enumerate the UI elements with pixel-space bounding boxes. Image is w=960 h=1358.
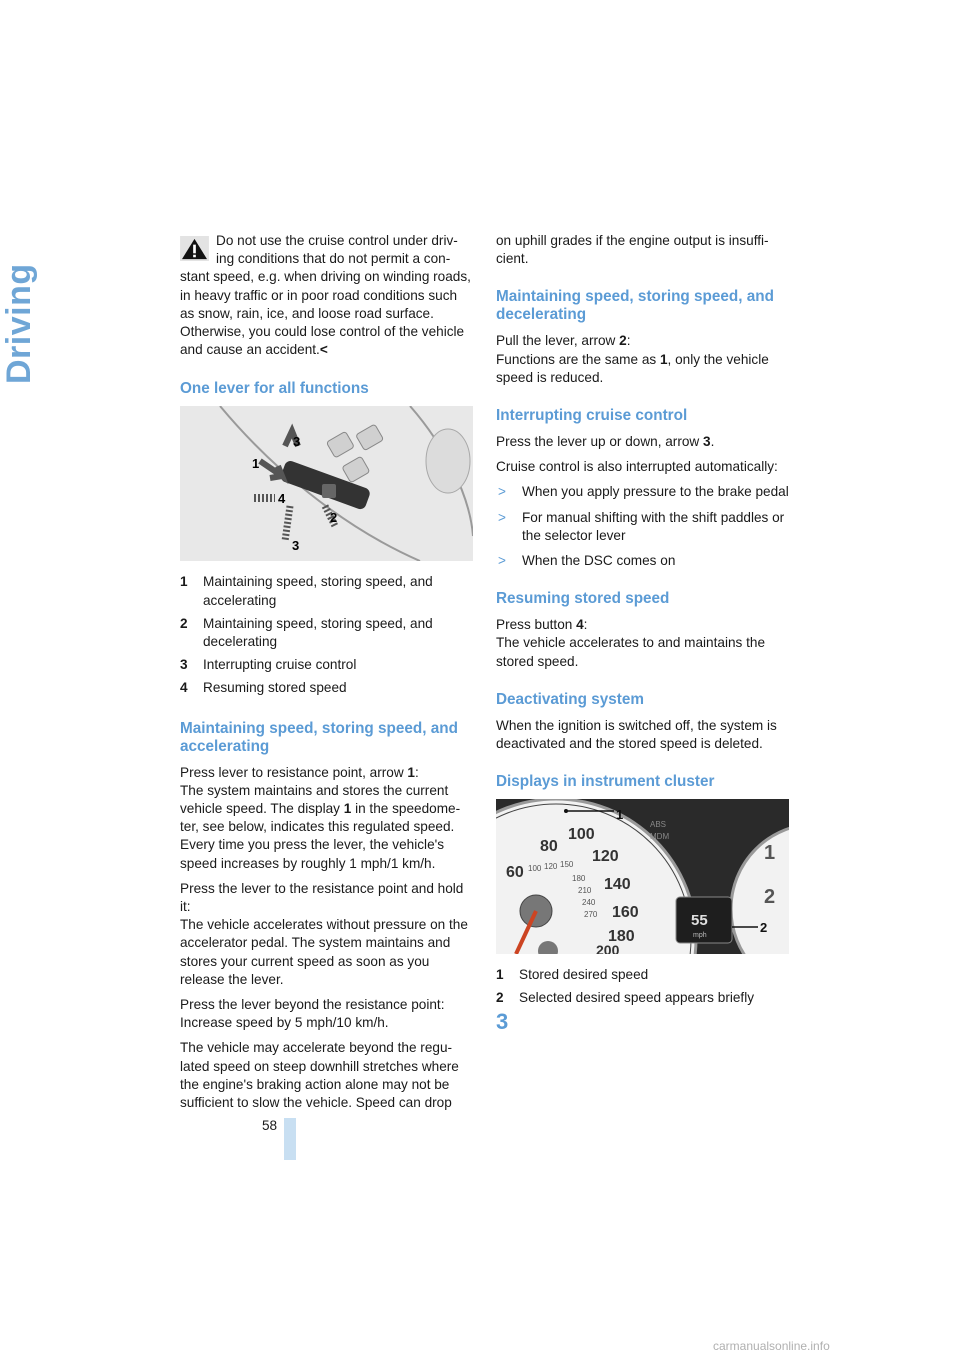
paragraph: Press lever to resistance point, arrow 1: The system maintains and stores the current vehicle speed. The display 1 in the speedome-ter, see below, indicates this regulated speed. Every time you press the lever, the vehicle's speed increases by roughly 1 mph/1 km/h. [180, 764, 461, 871]
list-item: > When the DSC comes on [498, 553, 676, 569]
gauge-num: 60 [506, 864, 524, 882]
gauge-num: 120 [592, 848, 619, 866]
legend-item: 2 Maintaining speed, storing speed, and decelerating [180, 615, 433, 650]
gauge-small: 100 [528, 864, 542, 874]
heading-deactivating: Deactivating system [496, 690, 644, 708]
legend-item: 1 Stored desired speed [496, 967, 649, 983]
fig-label-3-bottom: 3 [292, 538, 300, 554]
legend-one-lever [180, 573, 472, 697]
paragraph: Cruise control is also interrupted automatically: [496, 459, 778, 475]
legend-item: 2 Selected desired speed appears briefly [496, 990, 755, 1006]
fig-label-1: 1 [616, 807, 624, 823]
paragraph: Press button 4: The vehicle accelerates to and maintains the stored speed. [496, 617, 766, 669]
heading-accelerating: Maintaining speed, storing speed, and accelerating [180, 719, 458, 755]
paragraph: Press the lever beyond the resistance point: Increase speed by 5 mph/10 km/h. [180, 997, 445, 1031]
heading-displays: Displays in instrument cluster [496, 773, 715, 791]
paragraph: The vehicle may accelerate beyond the regu-lated speed on steep downhill stretches where the engine's braking action alone may not be sufficient to slow the vehicle. Speed can drop [180, 1040, 459, 1111]
indicator-mdm: MDM [650, 832, 670, 842]
heading-resuming: Resuming stored speed [496, 590, 670, 608]
gauge-num: 140 [604, 876, 631, 894]
paragraph: on uphill grades if the engine output is insuffi-cient. [496, 233, 769, 267]
gauge-small: 180 [572, 874, 586, 884]
chapter-side-title: Driving [0, 263, 38, 384]
legend-item: 3 Interrupting cruise control [180, 657, 357, 673]
legend-displays [496, 966, 792, 1007]
warning-block [180, 232, 472, 359]
display-unit: mph [693, 932, 707, 940]
gauge-small: 120 [544, 862, 558, 872]
gauge-num: 80 [540, 838, 558, 856]
paragraph: Pull the lever, arrow 2: Functions are the same as 1, only the vehicle speed is reduced. [496, 333, 769, 385]
warning-text: stant speed, e.g. when driving on winding roads, in heavy traffic or in poor road conditions such as snow, rain, ice, and loose road surface. Otherwise, you could lose control of the vehicle and cause an accident. [180, 269, 471, 358]
gauge-small: 270 [584, 910, 598, 920]
gauge-small: 150 [560, 860, 574, 870]
list-item: > For manual shifting with the shift paddles or the selector lever [498, 509, 785, 543]
paragraph: Press the lever to the resistance point and hold it: The vehicle accelerates without pressure on the accelerator pedal. The system maintains and stores your current speed as soon as you release the lever. [180, 880, 468, 987]
fig-label-4: 4 [278, 491, 286, 507]
gauge-small: 210 [578, 886, 592, 896]
gauge-num: 180 [608, 928, 635, 946]
legend-item: 1 Maintaining speed, storing speed, and accelerating [180, 574, 433, 608]
gauge-small: 240 [582, 898, 596, 908]
paragraph: Press the lever up or down, arrow 3. [496, 434, 715, 450]
warning-text-line1: Do not use the cruise control under driv-ing conditions that do not permit a con- [216, 233, 458, 267]
lever-illustration [180, 406, 473, 561]
warning-triangle-icon [180, 236, 209, 261]
paragraph: When the ignition is switched off, the system is deactivated and the stored speed is deleted. [496, 717, 777, 752]
heading-decelerating: Maintaining speed, storing speed, and decelerating [496, 288, 774, 324]
fig-label-2: 2 [330, 510, 338, 526]
right-column [496, 232, 792, 1034]
chapter-number: 3 [496, 1008, 509, 1034]
page-bar [284, 1118, 296, 1160]
fig-label-2: 2 [760, 920, 768, 936]
end-mark: < [319, 342, 328, 358]
gauge-num: 200 [596, 942, 620, 955]
heading-interrupting: Interrupting cruise control [496, 407, 688, 425]
indicator-abs: ABS [650, 820, 667, 830]
figure-instrument-cluster [496, 799, 789, 954]
fig-label-3-top: 3 [293, 434, 301, 450]
display-speed: 55 [691, 912, 708, 930]
heading-one-lever: One lever for all functions [180, 380, 369, 398]
left-column [180, 232, 472, 1119]
fig-label-1: 1 [252, 456, 260, 472]
gauge-num: 160 [612, 904, 639, 922]
list-item: > When you apply pressure to the brake pedal [498, 484, 789, 500]
figure-steering-lever [180, 406, 473, 561]
cluster-illustration [496, 799, 789, 954]
right-gauge-num: 2 [764, 886, 776, 909]
footer-watermark: carmanualsonline.info [713, 1339, 830, 1353]
right-gauge-num: 1 [764, 842, 776, 865]
page-number: 58 [262, 1118, 278, 1133]
gauge-num: 100 [568, 826, 595, 844]
legend-item: 4 Resuming stored speed [180, 680, 347, 696]
